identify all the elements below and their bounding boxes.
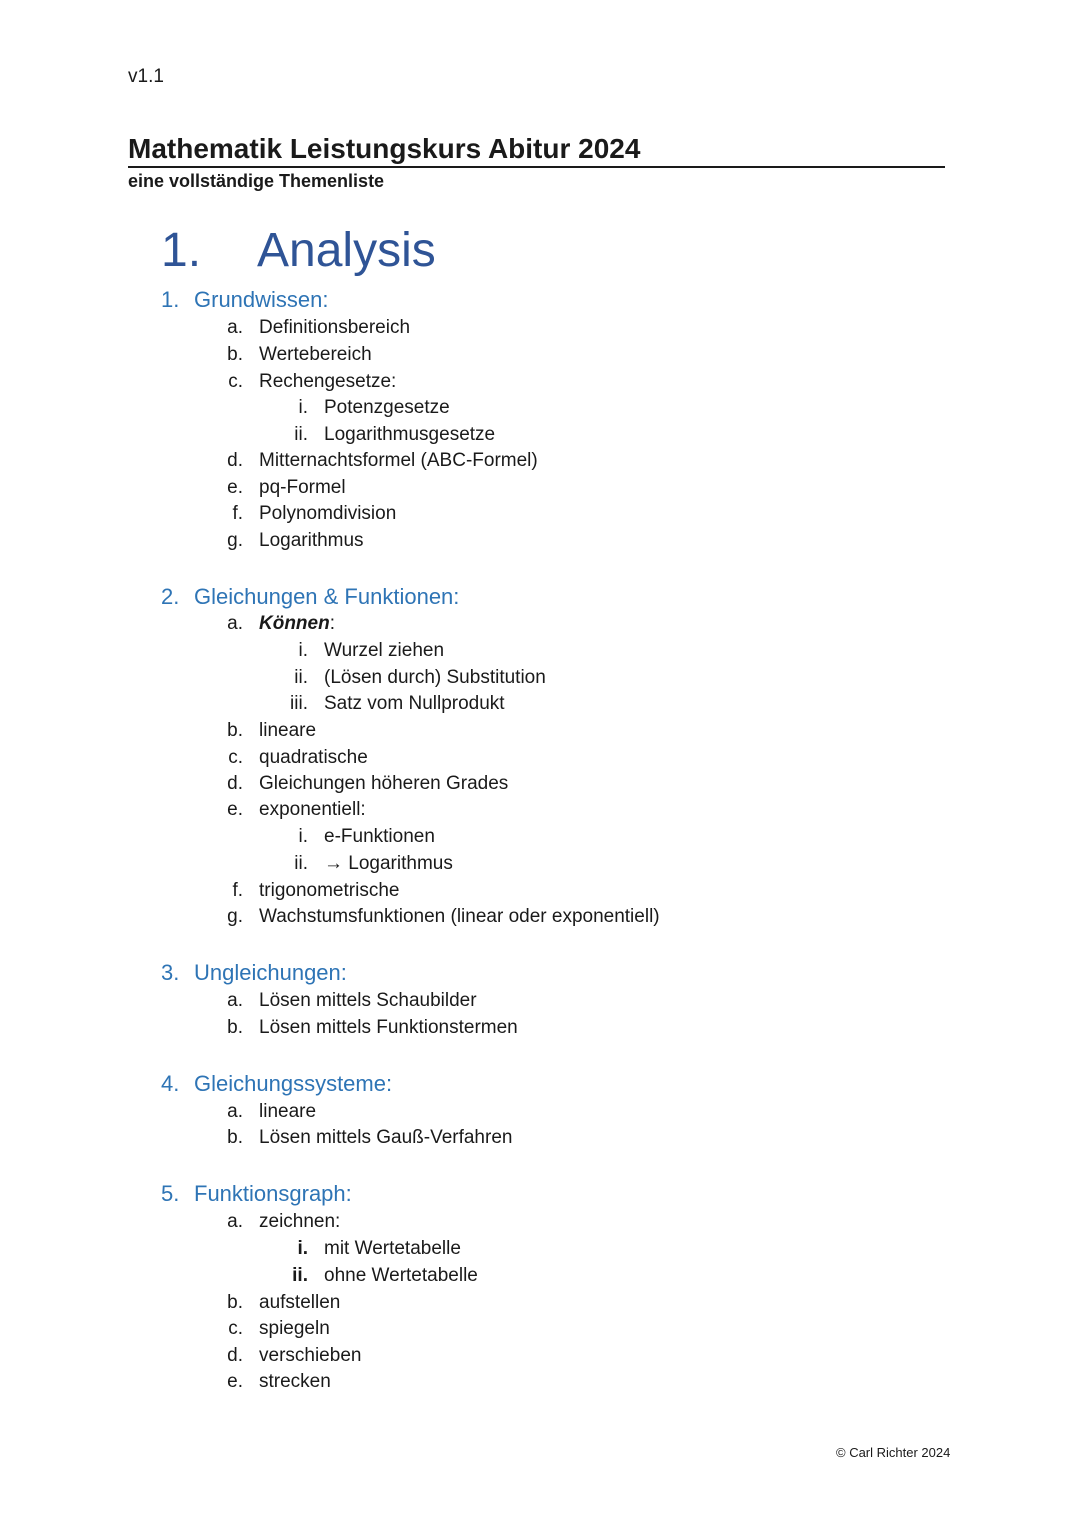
item-marker: i. (297, 1238, 308, 1259)
list-item (201, 718, 316, 744)
list-item (201, 878, 399, 904)
chapter-heading (161, 222, 436, 280)
item-marker: b. (227, 1127, 243, 1148)
item-marker: b. (227, 1292, 243, 1313)
item-text: Logarithmusgesetze (324, 424, 496, 445)
item-text: Logarithmus (259, 530, 364, 551)
item-marker: b. (227, 1017, 243, 1038)
item-marker: c. (228, 1318, 243, 1339)
section-title: Gleichungssysteme: (194, 1071, 393, 1096)
section-title: Funktionsgraph: (194, 1181, 352, 1206)
list-item (201, 448, 538, 474)
item-marker: e. (227, 477, 243, 498)
item-marker: d. (227, 450, 243, 471)
list-item (201, 315, 410, 341)
list-item (201, 1209, 340, 1235)
item-marker: ii. (292, 1265, 308, 1286)
list-item (201, 1343, 361, 1369)
section-number: 1. (161, 287, 180, 312)
list-item (266, 395, 450, 421)
section-number: 4. (161, 1071, 180, 1096)
item-text: Wertebereich (259, 344, 372, 365)
item-text: Wachstumsfunktionen (linear oder exponentiell) (259, 906, 660, 927)
item-marker: f. (232, 880, 243, 901)
item-marker: e. (227, 1371, 243, 1392)
item-text: strecken (259, 1371, 331, 1392)
item-marker: d. (227, 773, 243, 794)
item-text: (Lösen durch) Substitution (324, 667, 546, 688)
item-marker: g. (227, 530, 243, 551)
item-marker: a. (227, 613, 243, 634)
item-marker: ii. (294, 853, 308, 874)
item-marker: a. (227, 1211, 243, 1232)
list-item (201, 342, 372, 368)
item-text: lineare (259, 1101, 317, 1122)
section-number: 3. (161, 960, 180, 985)
list-item (201, 1369, 331, 1395)
item-text: Lösen mittels Schaubilder (259, 990, 477, 1011)
chapter-title: Analysis (257, 224, 436, 277)
list-item (201, 611, 335, 637)
item-marker: a. (227, 990, 243, 1011)
item-text: Polynomdivision (259, 503, 397, 524)
section-title: Gleichungen & Funktionen: (194, 584, 460, 609)
page-title: Mathematik Leistungskurs Abitur 2024 (128, 133, 641, 164)
item-text: Lösen mittels Funktionstermen (259, 1017, 518, 1038)
section-heading (161, 959, 347, 987)
copyright-footer: © Carl Richter 2024 (836, 1445, 951, 1460)
item-marker: b. (227, 720, 243, 741)
item-text: aufstellen (259, 1292, 341, 1313)
item-text: quadratische (259, 747, 368, 768)
item-marker: ii. (294, 667, 308, 688)
item-text: Satz vom Nullprodukt (324, 693, 505, 714)
item-marker: c. (228, 747, 243, 768)
item-text: lineare (259, 720, 317, 741)
list-item (266, 665, 546, 691)
item-text-suffix: : (329, 613, 335, 634)
item-marker: ii. (294, 424, 308, 445)
list-item (201, 475, 346, 501)
section-title: Grundwissen: (194, 287, 329, 312)
list-item (201, 1316, 330, 1342)
list-item (266, 851, 453, 877)
item-text: Potenzgesetze (324, 397, 450, 418)
list-item (266, 1263, 478, 1289)
item-marker: i. (298, 826, 308, 847)
list-item (201, 1125, 512, 1151)
item-marker: f. (232, 503, 243, 524)
item-text: spiegeln (259, 1318, 330, 1339)
section-heading (161, 583, 459, 611)
item-marker: e. (227, 799, 243, 820)
section-number: 5. (161, 1181, 180, 1206)
item-marker: g. (227, 906, 243, 927)
list-item (201, 745, 368, 771)
item-text: exponentiell: (259, 799, 366, 820)
list-item (201, 528, 364, 554)
list-item (201, 1099, 316, 1125)
item-marker: iii. (290, 693, 308, 714)
title-underline (128, 132, 945, 168)
item-text: mit Wertetabelle (324, 1238, 461, 1259)
section-heading (161, 1070, 392, 1098)
list-item (266, 691, 505, 717)
list-item (201, 369, 396, 395)
chapter-number: 1. (161, 224, 202, 277)
item-text: verschieben (259, 1345, 362, 1366)
item-marker: a. (227, 317, 243, 338)
item-text: zeichnen: (259, 1211, 341, 1232)
list-item (266, 824, 435, 850)
list-item (266, 1236, 461, 1262)
list-item (201, 1290, 340, 1316)
item-text: e-Funktionen (324, 826, 435, 847)
item-text: Rechengesetze: (259, 371, 397, 392)
item-marker: d. (227, 1345, 243, 1366)
section-title: Ungleichungen: (194, 960, 347, 985)
list-item (266, 422, 495, 448)
item-text: Mitternachtsformel (ABC-Formel) (259, 450, 538, 471)
list-item (201, 501, 396, 527)
page-subtitle: eine vollständige Themenliste (128, 171, 385, 191)
item-marker: a. (227, 1101, 243, 1122)
item-text: ohne Wertetabelle (324, 1265, 478, 1286)
section-heading (161, 1180, 352, 1208)
item-marker: b. (227, 344, 243, 365)
item-marker: i. (298, 397, 308, 418)
section-number: 2. (161, 584, 180, 609)
item-text: Definitionsbereich (259, 317, 411, 338)
item-text-emphasis: Können (259, 613, 330, 634)
item-text: → Logarithmus (324, 853, 453, 874)
item-text: pq-Formel (259, 477, 346, 498)
list-item (201, 1015, 518, 1041)
list-item (201, 771, 508, 797)
list-item (266, 638, 444, 664)
list-item (201, 904, 660, 930)
section-heading (161, 286, 329, 314)
item-text: Lösen mittels Gauß-Verfahren (259, 1127, 513, 1148)
list-item (201, 797, 366, 823)
item-text: trigonometrische (259, 880, 400, 901)
version-label: v1.1 (128, 66, 164, 87)
item-marker: i. (298, 640, 308, 661)
item-text: Wurzel ziehen (324, 640, 445, 661)
item-marker: c. (228, 371, 243, 392)
item-text: Gleichungen höheren Grades (259, 773, 509, 794)
list-item (201, 988, 477, 1014)
